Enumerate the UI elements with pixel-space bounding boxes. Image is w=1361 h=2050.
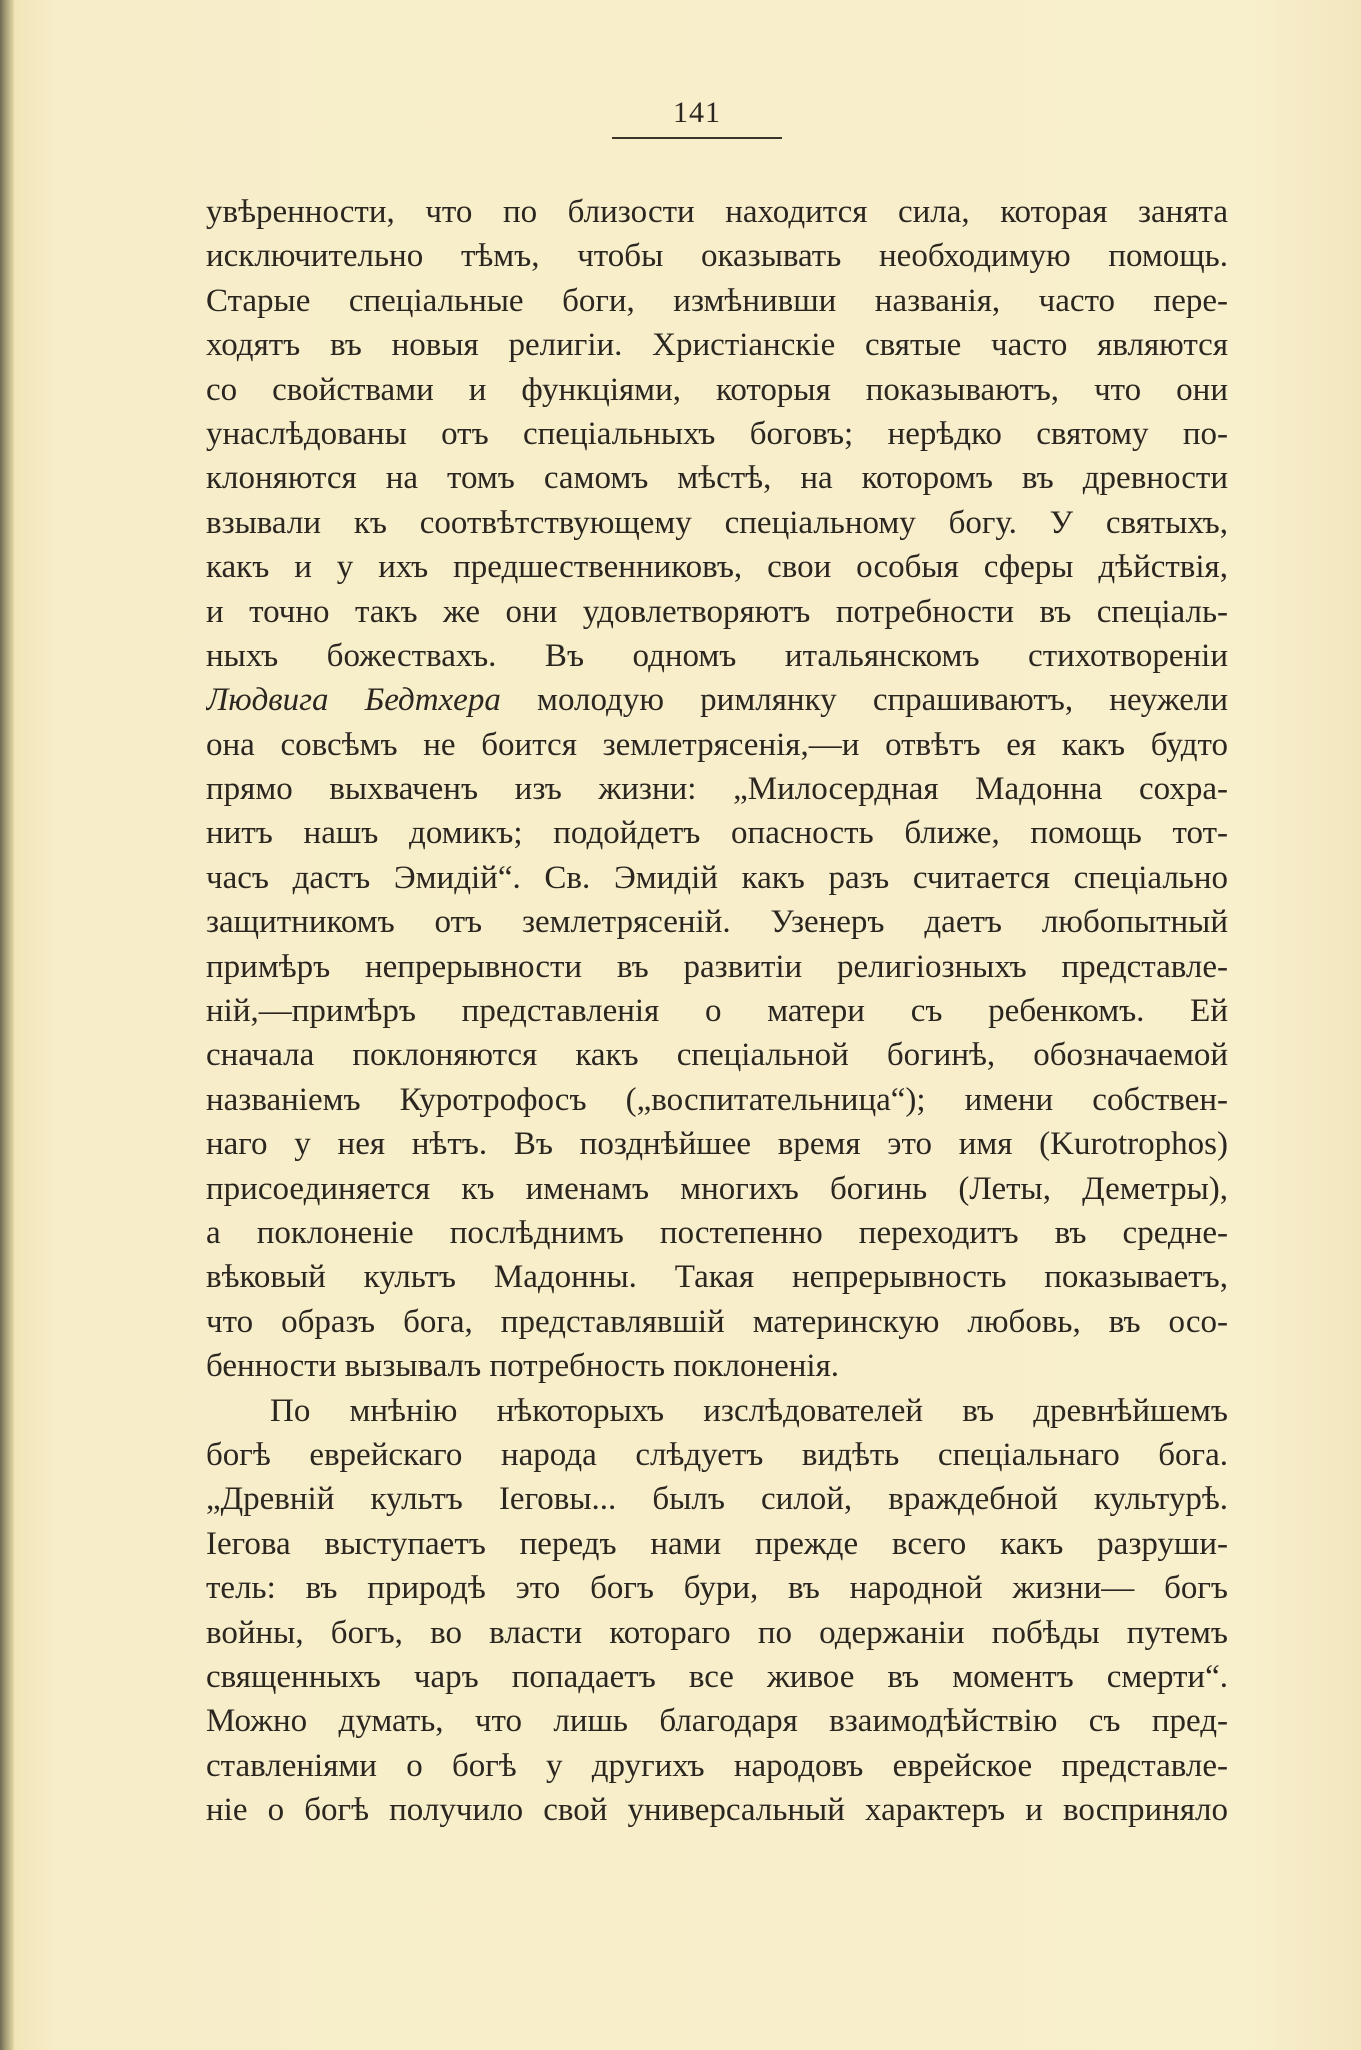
text-line: и точно такъ же они удовлетворяютъ потребности въ спеціаль-	[206, 593, 1228, 630]
italic-author-name: Людвига Бедтхера	[206, 682, 501, 719]
text-line: Можно думать, что лишь благодаря взаимодѣйствію съ пред-	[206, 1703, 1228, 1740]
text-line: ній,—примѣръ представленія о матери съ ребенкомъ. Ей	[206, 993, 1228, 1030]
text-line-paragraph-start: По мнѣнію нѣкоторыхъ изслѣдователей въ древнѣйшемъ	[270, 1392, 1228, 1429]
text-line: взывали къ соотвѣтствующему спеціальному богу. У святыхъ,	[206, 504, 1228, 541]
text-line: названіемъ Куротрофосъ („воспитательница“); имени собствен-	[206, 1081, 1228, 1118]
text-line: войны, богъ, во власти котораго по одержаніи побѣды путемъ	[206, 1614, 1228, 1651]
text-line: ныхъ божествахъ. Въ одномъ итальянскомъ стихотвореніи	[206, 637, 1228, 674]
text-line: увѣренности, что по близости находится сила, которая занята	[206, 194, 1228, 230]
text-line: примѣръ непрерывности въ развитіи религіозныхъ представле-	[206, 948, 1228, 985]
text-line: исключительно тѣмъ, чтобы оказывать необходимую помощь.	[206, 238, 1228, 275]
text-line: а поклоненіе послѣднимъ постепенно переходитъ въ средне-	[206, 1214, 1228, 1251]
text-line: какъ и у ихъ предшественниковъ, свои особыя сферы дѣйствія,	[206, 549, 1228, 586]
text-line: ставленіями о богѣ у другихъ народовъ еврейское представле-	[206, 1747, 1228, 1784]
text-line-paragraph-end: бенности вызывалъ потребность поклоненія.	[206, 1348, 840, 1385]
text-line: что образъ бога, представлявшій материнскую любовь, въ осо-	[206, 1303, 1228, 1340]
text-line: клоняются на томъ самомъ мѣстѣ, на которомъ въ древности	[206, 460, 1228, 497]
text-line: наго у нея нѣтъ. Въ позднѣйшее время это имя (Kurotrophos)	[206, 1126, 1228, 1163]
text-line: ніе о богѣ получило свой универсальный характеръ и восприняло	[206, 1792, 1228, 1829]
text-line: нитъ нашъ домикъ; подойдетъ опасность ближе, помощь тот-	[206, 815, 1228, 852]
text-line: со свойствами и функціями, которыя показываютъ, что они	[206, 371, 1228, 408]
text-line: Старые спеціальные боги, измѣнивши названія, часто пере-	[206, 282, 1228, 319]
text-line: часъ дастъ Эмидій“. Св. Эмидій какъ разъ считается спеціально	[206, 859, 1228, 896]
body-text	[206, 190, 1228, 1832]
text-line: сначала поклоняются какъ спеціальной богинѣ, обозначаемой	[206, 1037, 1228, 1074]
text-line: присоединяется къ именамъ многихъ богинь (Леты, Деметры),	[206, 1170, 1228, 1207]
text-line-rest: молодую римлянку спрашиваютъ, неужели	[500, 682, 1228, 719]
text-line: прямо выхваченъ изъ жизни: „Милосердная Мадонна сохра-	[206, 771, 1228, 808]
text-line: защитникомъ отъ землетрясеній. Узенеръ даетъ любопытный	[206, 904, 1228, 941]
text-line: священныхъ чаръ попадаетъ все живое въ моментъ смерти“.	[206, 1658, 1228, 1695]
page-number: 141	[673, 96, 721, 129]
page-number-rule	[612, 137, 782, 139]
text-line: тель: въ природѣ это богъ бури, въ народной жизни— богъ	[206, 1570, 1228, 1607]
text-line: богѣ еврейскаго народа слѣдуетъ видѣть спеціальнаго бога.	[206, 1436, 1228, 1473]
text-line: вѣковый культъ Мадонны. Такая непрерывность показываетъ,	[206, 1259, 1228, 1296]
text-line: ходятъ въ новыя религіи. Христіанскіе святые часто являются	[206, 327, 1228, 364]
text-line: Іегова выступаетъ передъ нами прежде всего какъ разруши-	[206, 1525, 1228, 1562]
page-binding-edge	[0, 0, 14, 2050]
text-line: „Древній культъ Іеговы... былъ силой, враждебной культурѣ.	[206, 1481, 1228, 1518]
text-line-with-italic-name	[206, 678, 1228, 722]
text-line: она совсѣмъ не боится землетрясенія,—и отвѣтъ ея какъ будто	[206, 726, 1228, 763]
text-line: унаслѣдованы отъ спеціальныхъ боговъ; нерѣдко святому по-	[206, 415, 1228, 452]
